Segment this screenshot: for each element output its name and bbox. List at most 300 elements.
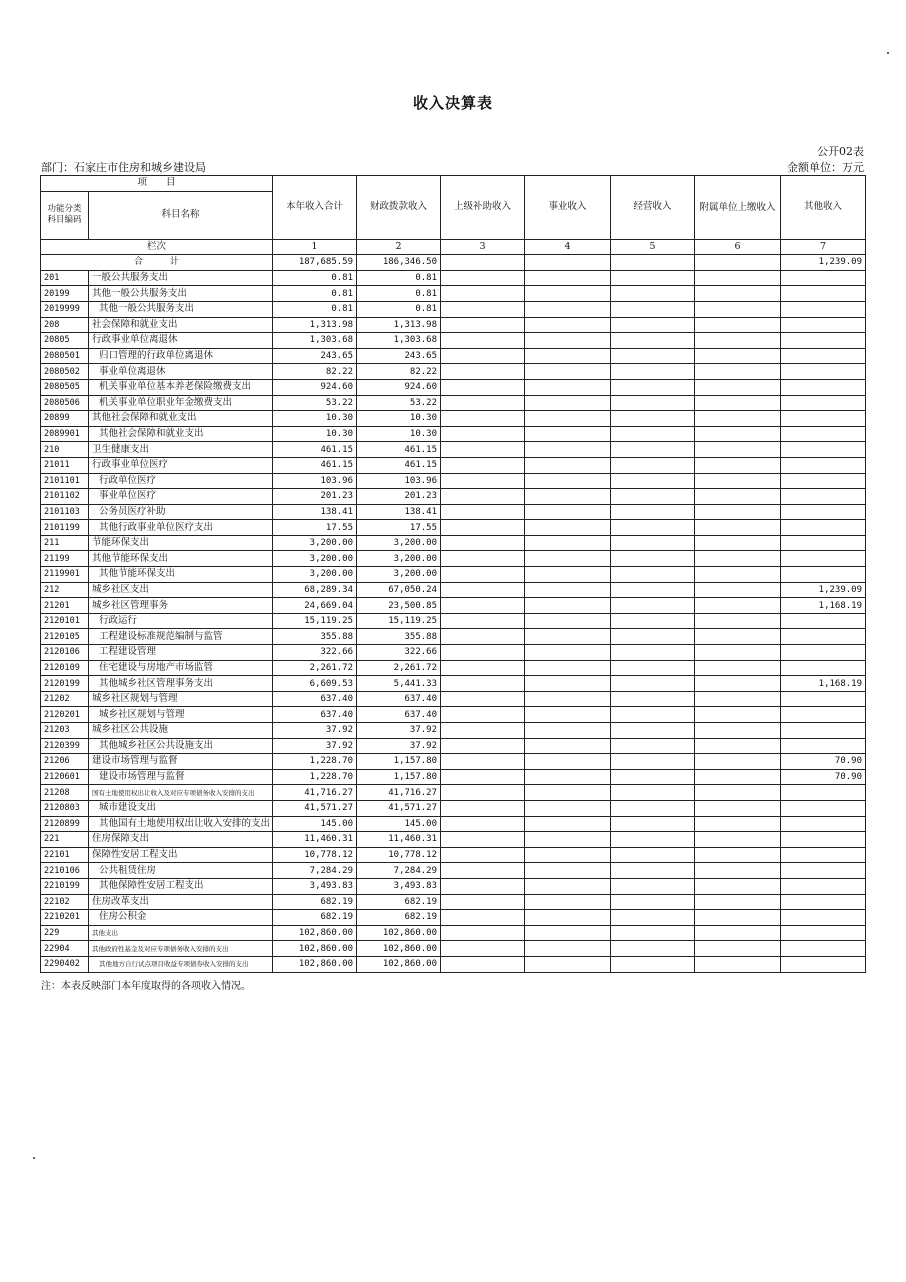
row-value bbox=[781, 691, 866, 707]
row-value: 24,669.04 bbox=[273, 598, 357, 614]
row-value bbox=[611, 317, 695, 333]
row-value bbox=[441, 317, 525, 333]
row-value: 53.22 bbox=[357, 395, 441, 411]
row-value bbox=[441, 411, 525, 427]
row-name: 公务员医疗补助 bbox=[89, 504, 273, 520]
row-value: 1,168.19 bbox=[781, 676, 866, 692]
item-header: 项 目 bbox=[41, 176, 273, 192]
row-name: 城市建设支出 bbox=[89, 800, 273, 816]
row-value bbox=[611, 956, 695, 972]
row-value bbox=[441, 738, 525, 754]
row-value bbox=[611, 582, 695, 598]
row-code: 2080506 bbox=[41, 395, 89, 411]
row-value bbox=[611, 676, 695, 692]
row-value: 17.55 bbox=[357, 520, 441, 536]
row-value: 1,157.80 bbox=[357, 754, 441, 770]
row-value bbox=[441, 395, 525, 411]
row-value bbox=[695, 364, 781, 380]
row-value: 41,571.27 bbox=[273, 800, 357, 816]
row-value: 0.81 bbox=[273, 286, 357, 302]
row-value bbox=[781, 364, 866, 380]
row-value bbox=[525, 442, 611, 458]
row-value bbox=[695, 442, 781, 458]
table-row bbox=[41, 598, 866, 614]
row-value: 1,168.19 bbox=[781, 598, 866, 614]
row-value bbox=[525, 582, 611, 598]
table-row bbox=[41, 878, 866, 894]
row-value bbox=[695, 598, 781, 614]
row-value bbox=[781, 910, 866, 926]
row-name: 其他地方自行试点项目收益专项债券收入安排的支出 bbox=[89, 956, 273, 972]
row-value: 102,860.00 bbox=[357, 925, 441, 941]
row-value: 243.65 bbox=[273, 348, 357, 364]
row-value bbox=[525, 941, 611, 957]
row-value bbox=[441, 816, 525, 832]
row-code: 21202 bbox=[41, 691, 89, 707]
row-name: 城乡社区管理事务 bbox=[89, 598, 273, 614]
row-value bbox=[611, 769, 695, 785]
row-name: 保障性安居工程支出 bbox=[89, 847, 273, 863]
row-value bbox=[611, 333, 695, 349]
table-row bbox=[41, 738, 866, 754]
row-value: 103.96 bbox=[273, 473, 357, 489]
row-value bbox=[695, 629, 781, 645]
row-name: 公共租赁住房 bbox=[89, 863, 273, 879]
row-value: 10.30 bbox=[357, 426, 441, 442]
row-value: 102,860.00 bbox=[357, 956, 441, 972]
row-code: 2101101 bbox=[41, 473, 89, 489]
row-value: 10.30 bbox=[357, 411, 441, 427]
table-row bbox=[41, 551, 866, 567]
col-header-7: 其他收入 bbox=[781, 176, 866, 240]
row-value bbox=[441, 567, 525, 583]
row-value bbox=[611, 286, 695, 302]
row-value bbox=[781, 738, 866, 754]
row-value: 23,500.85 bbox=[357, 598, 441, 614]
row-value bbox=[695, 956, 781, 972]
row-value bbox=[441, 723, 525, 739]
row-code: 2120601 bbox=[41, 769, 89, 785]
row-value bbox=[525, 286, 611, 302]
row-code: 2120109 bbox=[41, 660, 89, 676]
row-value: 682.19 bbox=[357, 910, 441, 926]
row-value bbox=[441, 863, 525, 879]
row-value bbox=[525, 567, 611, 583]
form-number: 公开02表 bbox=[817, 145, 864, 158]
row-code: 21203 bbox=[41, 723, 89, 739]
row-value bbox=[695, 333, 781, 349]
row-value: 53.22 bbox=[273, 395, 357, 411]
row-name: 行政运行 bbox=[89, 613, 273, 629]
footnote: 注：本表反映部门本年度取得的各项收入情况。 bbox=[41, 981, 251, 992]
row-value: 0.81 bbox=[273, 270, 357, 286]
row-value bbox=[611, 426, 695, 442]
col-header-5: 经营收入 bbox=[611, 176, 695, 240]
row-value bbox=[525, 910, 611, 926]
row-value bbox=[781, 348, 866, 364]
row-code: 2019999 bbox=[41, 301, 89, 317]
row-value bbox=[781, 894, 866, 910]
row-value: 243.65 bbox=[357, 348, 441, 364]
seq-2: 2 bbox=[357, 239, 441, 255]
row-value: 17.55 bbox=[273, 520, 357, 536]
row-value bbox=[525, 535, 611, 551]
table-row bbox=[41, 426, 866, 442]
row-value bbox=[781, 301, 866, 317]
row-value bbox=[695, 769, 781, 785]
total-cell bbox=[695, 255, 781, 271]
table-row bbox=[41, 660, 866, 676]
row-value bbox=[781, 832, 866, 848]
row-code: 2290402 bbox=[41, 956, 89, 972]
row-value: 37.92 bbox=[357, 738, 441, 754]
row-value: 3,493.83 bbox=[273, 878, 357, 894]
row-value bbox=[525, 676, 611, 692]
table-row bbox=[41, 301, 866, 317]
row-value bbox=[781, 847, 866, 863]
table-row bbox=[41, 442, 866, 458]
row-code: 21199 bbox=[41, 551, 89, 567]
row-value bbox=[441, 301, 525, 317]
row-value bbox=[525, 738, 611, 754]
row-name: 住房保障支出 bbox=[89, 832, 273, 848]
row-value bbox=[695, 411, 781, 427]
row-value: 3,493.83 bbox=[357, 878, 441, 894]
row-value bbox=[441, 910, 525, 926]
row-name: 工程建设管理 bbox=[89, 645, 273, 661]
table-row bbox=[41, 645, 866, 661]
row-code: 229 bbox=[41, 925, 89, 941]
row-value bbox=[441, 286, 525, 302]
row-value: 1,157.80 bbox=[357, 769, 441, 785]
row-value bbox=[781, 535, 866, 551]
table-row bbox=[41, 894, 866, 910]
row-value bbox=[525, 551, 611, 567]
row-value: 10,778.12 bbox=[273, 847, 357, 863]
row-name: 节能环保支出 bbox=[89, 535, 273, 551]
row-value bbox=[441, 457, 525, 473]
row-value: 3,200.00 bbox=[273, 551, 357, 567]
row-value bbox=[441, 925, 525, 941]
row-name: 建设市场管理与监督 bbox=[89, 769, 273, 785]
row-value bbox=[525, 863, 611, 879]
table-row bbox=[41, 535, 866, 551]
row-value bbox=[441, 691, 525, 707]
table-row bbox=[41, 567, 866, 583]
row-value bbox=[441, 707, 525, 723]
row-value bbox=[781, 489, 866, 505]
row-value: 355.88 bbox=[273, 629, 357, 645]
row-value bbox=[611, 551, 695, 567]
row-value bbox=[525, 426, 611, 442]
row-value bbox=[525, 348, 611, 364]
row-value bbox=[525, 956, 611, 972]
row-value bbox=[695, 473, 781, 489]
row-code: 2101103 bbox=[41, 504, 89, 520]
row-value bbox=[611, 660, 695, 676]
table-row bbox=[41, 411, 866, 427]
row-value bbox=[441, 878, 525, 894]
row-value bbox=[525, 832, 611, 848]
row-name: 其他政府性基金及对应专项债务收入安排的支出 bbox=[89, 941, 273, 957]
row-value: 10.30 bbox=[273, 411, 357, 427]
row-code: 2080502 bbox=[41, 364, 89, 380]
row-value bbox=[441, 489, 525, 505]
row-value bbox=[695, 676, 781, 692]
row-value bbox=[611, 878, 695, 894]
row-value: 0.81 bbox=[357, 286, 441, 302]
row-value bbox=[611, 442, 695, 458]
row-value: 3,200.00 bbox=[357, 551, 441, 567]
row-value: 41,716.27 bbox=[357, 785, 441, 801]
row-value bbox=[781, 660, 866, 676]
table-row bbox=[41, 800, 866, 816]
row-value bbox=[525, 691, 611, 707]
row-value bbox=[441, 629, 525, 645]
row-value: 682.19 bbox=[357, 894, 441, 910]
row-value bbox=[611, 598, 695, 614]
row-value bbox=[781, 333, 866, 349]
table-row bbox=[41, 956, 866, 972]
row-name: 其他一般公共服务支出 bbox=[89, 301, 273, 317]
row-value: 1,228.70 bbox=[273, 769, 357, 785]
row-value: 102,860.00 bbox=[273, 941, 357, 957]
row-value: 15,119.25 bbox=[273, 613, 357, 629]
row-value bbox=[781, 941, 866, 957]
row-value bbox=[695, 379, 781, 395]
table-row bbox=[41, 582, 866, 598]
row-value: 5,441.33 bbox=[357, 676, 441, 692]
row-value bbox=[525, 785, 611, 801]
row-value bbox=[525, 660, 611, 676]
row-value bbox=[695, 426, 781, 442]
col-header-6: 附属单位上缴收入 bbox=[695, 176, 781, 240]
row-value bbox=[441, 379, 525, 395]
row-value bbox=[695, 894, 781, 910]
row-value: 67,050.24 bbox=[357, 582, 441, 598]
row-value: 924.60 bbox=[357, 379, 441, 395]
table-row bbox=[41, 286, 866, 302]
row-name: 住房改革支出 bbox=[89, 894, 273, 910]
row-value: 201.23 bbox=[357, 489, 441, 505]
row-value bbox=[611, 785, 695, 801]
total-cell: 186,346.50 bbox=[357, 255, 441, 271]
row-value bbox=[525, 473, 611, 489]
row-value bbox=[781, 317, 866, 333]
row-value bbox=[611, 816, 695, 832]
row-value bbox=[441, 613, 525, 629]
row-value: 3,200.00 bbox=[357, 567, 441, 583]
row-name: 其他城乡社区管理事务支出 bbox=[89, 676, 273, 692]
row-value bbox=[611, 535, 695, 551]
row-value bbox=[611, 910, 695, 926]
row-value bbox=[611, 411, 695, 427]
row-value bbox=[695, 723, 781, 739]
seq-7: 7 bbox=[781, 239, 866, 255]
row-value bbox=[611, 847, 695, 863]
row-value bbox=[611, 707, 695, 723]
row-value bbox=[695, 395, 781, 411]
row-value: 1,303.68 bbox=[273, 333, 357, 349]
row-value: 322.66 bbox=[273, 645, 357, 661]
row-value bbox=[781, 707, 866, 723]
amount-unit-label: 金额单位：万元 bbox=[787, 161, 864, 174]
row-value bbox=[695, 941, 781, 957]
row-value: 11,460.31 bbox=[357, 832, 441, 848]
row-value bbox=[611, 613, 695, 629]
total-cell bbox=[525, 255, 611, 271]
row-value bbox=[611, 754, 695, 770]
row-value: 102,860.00 bbox=[273, 925, 357, 941]
row-value: 461.15 bbox=[357, 457, 441, 473]
row-value: 0.81 bbox=[357, 301, 441, 317]
row-code: 22904 bbox=[41, 941, 89, 957]
row-name: 住宅建设与房地产市场监管 bbox=[89, 660, 273, 676]
row-value: 7,284.29 bbox=[357, 863, 441, 879]
row-value: 82.22 bbox=[357, 364, 441, 380]
table-row bbox=[41, 333, 866, 349]
col-header-1: 本年收入合计 bbox=[273, 176, 357, 240]
row-value: 637.40 bbox=[273, 691, 357, 707]
row-value bbox=[525, 395, 611, 411]
col-header-4: 事业收入 bbox=[525, 176, 611, 240]
row-value: 37.92 bbox=[273, 738, 357, 754]
row-name: 事业单位医疗 bbox=[89, 489, 273, 505]
table-row bbox=[41, 723, 866, 739]
row-value bbox=[441, 551, 525, 567]
row-code: 20899 bbox=[41, 411, 89, 427]
table-row bbox=[41, 348, 866, 364]
row-value bbox=[695, 660, 781, 676]
row-name: 其他行政事业单位医疗支出 bbox=[89, 520, 273, 536]
row-value bbox=[695, 348, 781, 364]
row-value bbox=[781, 956, 866, 972]
row-code: 2120106 bbox=[41, 645, 89, 661]
row-value bbox=[781, 629, 866, 645]
row-value: 1,313.98 bbox=[273, 317, 357, 333]
name-header: 科目名称 bbox=[89, 191, 273, 239]
row-value: 6,609.53 bbox=[273, 676, 357, 692]
row-value bbox=[611, 645, 695, 661]
row-code: 2080505 bbox=[41, 379, 89, 395]
row-value bbox=[441, 676, 525, 692]
row-code: 211 bbox=[41, 535, 89, 551]
row-code: 20199 bbox=[41, 286, 89, 302]
row-name: 工程建设标准规范编制与监管 bbox=[89, 629, 273, 645]
row-value: 82.22 bbox=[273, 364, 357, 380]
row-name: 城乡社区规划与管理 bbox=[89, 707, 273, 723]
row-value bbox=[611, 379, 695, 395]
row-value bbox=[525, 816, 611, 832]
row-value bbox=[611, 504, 695, 520]
row-value bbox=[781, 863, 866, 879]
row-value: 637.40 bbox=[357, 707, 441, 723]
table-row bbox=[41, 317, 866, 333]
row-code: 2120105 bbox=[41, 629, 89, 645]
row-value bbox=[611, 723, 695, 739]
row-value bbox=[781, 395, 866, 411]
seq-3: 3 bbox=[441, 239, 525, 255]
table-row bbox=[41, 395, 866, 411]
row-value bbox=[695, 910, 781, 926]
row-value bbox=[695, 489, 781, 505]
row-name: 行政单位医疗 bbox=[89, 473, 273, 489]
row-value: 37.92 bbox=[273, 723, 357, 739]
table-row bbox=[41, 785, 866, 801]
row-value bbox=[611, 832, 695, 848]
row-value: 138.41 bbox=[357, 504, 441, 520]
row-name: 其他社会保障和就业支出 bbox=[89, 426, 273, 442]
row-value bbox=[781, 504, 866, 520]
row-name: 行政事业单位医疗 bbox=[89, 457, 273, 473]
row-name: 其他国有土地使用权出让收入安排的支出 bbox=[89, 816, 273, 832]
row-value bbox=[781, 442, 866, 458]
row-name: 城乡社区公共设施 bbox=[89, 723, 273, 739]
row-value bbox=[611, 395, 695, 411]
row-code: 2210201 bbox=[41, 910, 89, 926]
row-value bbox=[441, 582, 525, 598]
row-value: 70.90 bbox=[781, 754, 866, 770]
row-name: 其他城乡社区公共设施支出 bbox=[89, 738, 273, 754]
page-title: 收入决算表 bbox=[412, 94, 493, 112]
row-value bbox=[611, 800, 695, 816]
row-code: 20805 bbox=[41, 333, 89, 349]
row-value: 7,284.29 bbox=[273, 863, 357, 879]
code-header: 功能分类科目编码 bbox=[41, 191, 89, 239]
row-value bbox=[441, 442, 525, 458]
row-value: 2,261.72 bbox=[273, 660, 357, 676]
row-value bbox=[611, 629, 695, 645]
row-value: 0.81 bbox=[357, 270, 441, 286]
row-value bbox=[525, 457, 611, 473]
row-value bbox=[611, 473, 695, 489]
row-name: 社会保障和就业支出 bbox=[89, 317, 273, 333]
table-row bbox=[41, 832, 866, 848]
row-value bbox=[441, 785, 525, 801]
row-code: 2119901 bbox=[41, 567, 89, 583]
table-row bbox=[41, 676, 866, 692]
table-row bbox=[41, 816, 866, 832]
row-value bbox=[695, 863, 781, 879]
row-name: 其他社会保障和就业支出 bbox=[89, 411, 273, 427]
row-code: 2080501 bbox=[41, 348, 89, 364]
row-value: 145.00 bbox=[273, 816, 357, 832]
row-value bbox=[695, 457, 781, 473]
row-value: 2,261.72 bbox=[357, 660, 441, 676]
row-code: 2101199 bbox=[41, 520, 89, 536]
row-value bbox=[781, 800, 866, 816]
table-row bbox=[41, 504, 866, 520]
row-value: 102,860.00 bbox=[357, 941, 441, 957]
row-value bbox=[611, 567, 695, 583]
row-code: 208 bbox=[41, 317, 89, 333]
row-value bbox=[525, 301, 611, 317]
row-value bbox=[781, 473, 866, 489]
row-value bbox=[695, 520, 781, 536]
row-value bbox=[695, 301, 781, 317]
row-code: 2120399 bbox=[41, 738, 89, 754]
row-value bbox=[695, 800, 781, 816]
row-value bbox=[695, 707, 781, 723]
table-row bbox=[41, 489, 866, 505]
row-value bbox=[441, 754, 525, 770]
scan-speck bbox=[887, 52, 889, 54]
row-value bbox=[611, 894, 695, 910]
row-value bbox=[525, 925, 611, 941]
row-value bbox=[695, 785, 781, 801]
row-value bbox=[441, 660, 525, 676]
row-value bbox=[781, 567, 866, 583]
